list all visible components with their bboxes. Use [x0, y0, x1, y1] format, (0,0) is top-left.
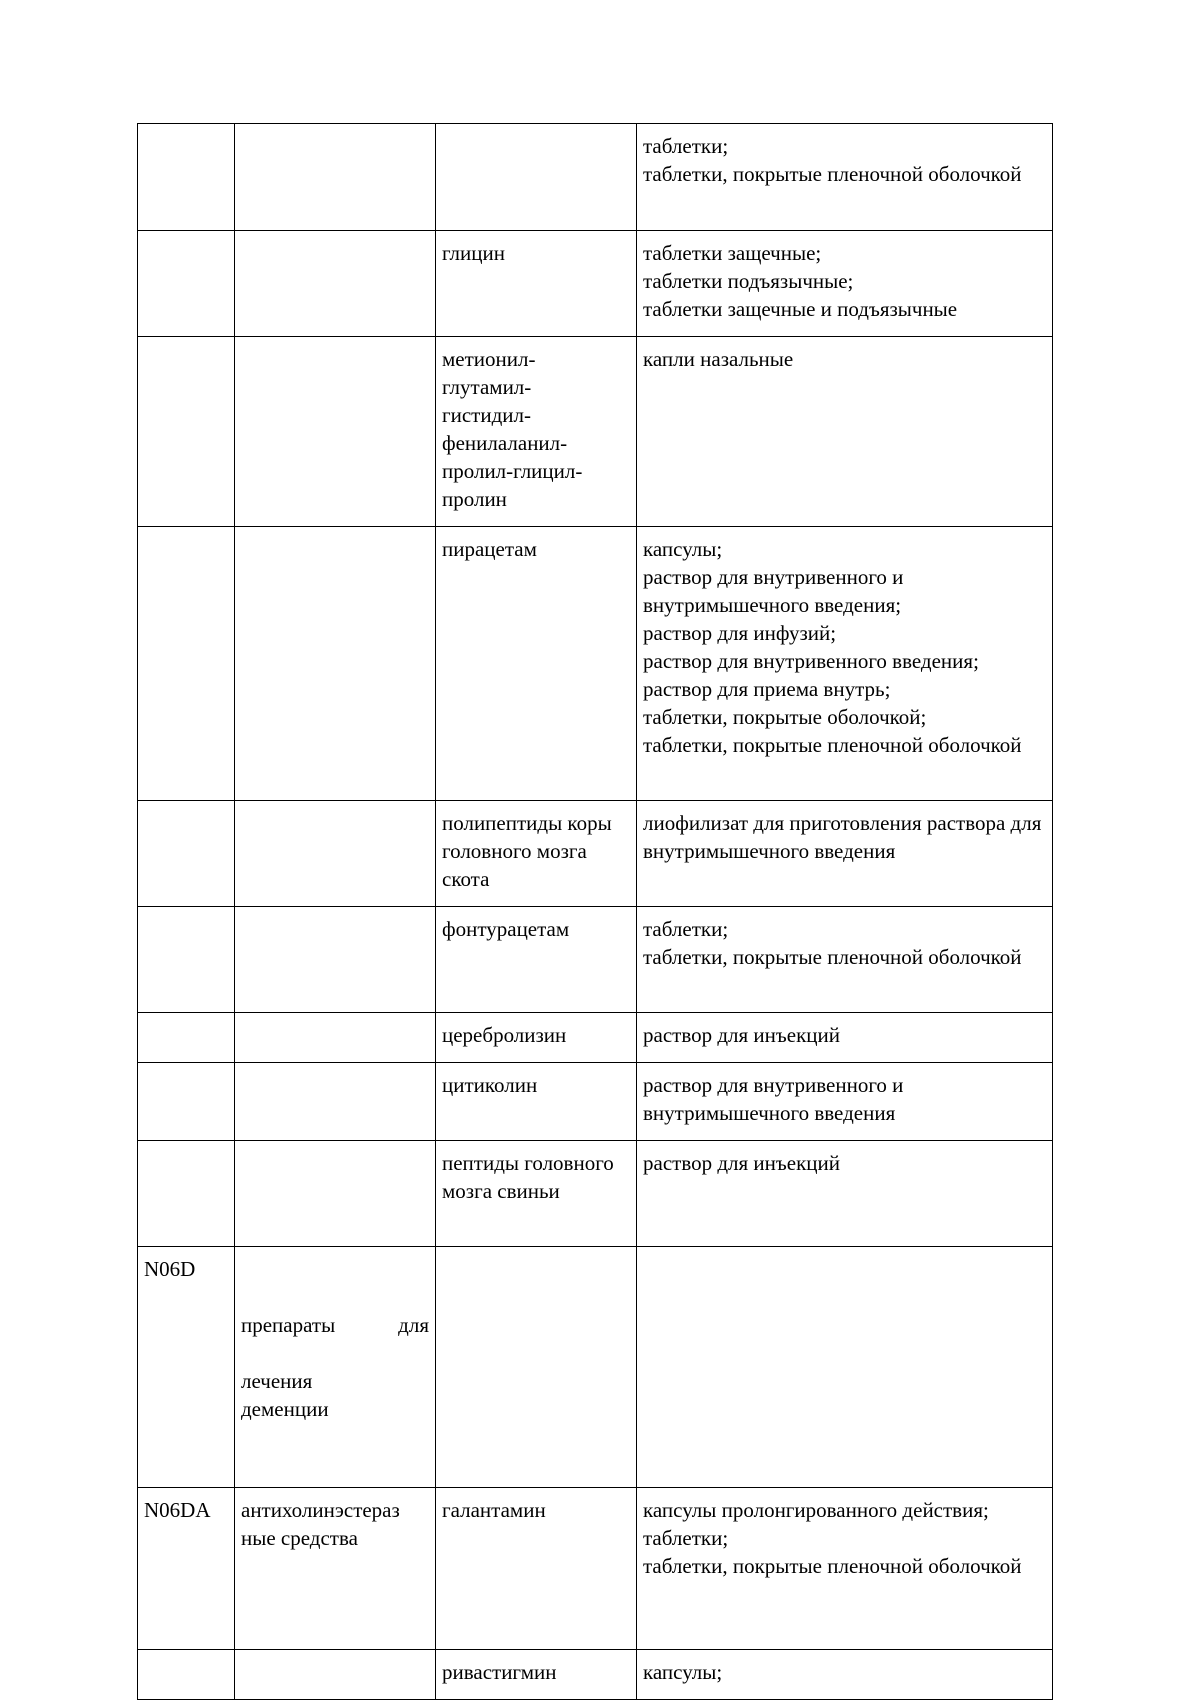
drug-name-cell: цитиколин — [436, 1063, 637, 1141]
group-cell — [235, 231, 436, 337]
group-name-first-line — [241, 1311, 429, 1339]
table-row — [138, 1488, 1053, 1650]
group-cell — [235, 1013, 436, 1063]
group-cell — [235, 527, 436, 801]
drug-name-cell: глицин — [436, 231, 637, 337]
group-name — [241, 1283, 429, 1451]
table-row — [138, 801, 1053, 907]
dosage-forms-cell: таблетки; таблетки, покрытые пленочной оболочкой — [637, 124, 1053, 231]
medication-table — [137, 123, 1053, 1700]
table-row — [138, 527, 1053, 801]
table-row — [138, 124, 1053, 231]
drug-name-cell — [436, 124, 637, 231]
drug-name-cell: церебролизин — [436, 1013, 637, 1063]
atc-code-cell — [138, 801, 235, 907]
table-row — [138, 1650, 1053, 1700]
group-name-rest: лечения деменции — [241, 1369, 329, 1421]
table-row — [138, 337, 1053, 527]
table-row — [138, 1247, 1053, 1488]
atc-code-cell — [138, 337, 235, 527]
atc-code-cell — [138, 1141, 235, 1247]
dosage-forms-cell: раствор для инъекций — [637, 1141, 1053, 1247]
dosage-forms-cell: капсулы; — [637, 1650, 1053, 1700]
atc-code-cell: N06D — [138, 1247, 235, 1488]
atc-code-cell — [138, 1650, 235, 1700]
table-row — [138, 231, 1053, 337]
group-cell — [235, 1650, 436, 1700]
group-cell — [235, 907, 436, 1013]
atc-code-cell — [138, 231, 235, 337]
drug-name-cell: ривастигмин — [436, 1650, 637, 1700]
group-cell — [235, 1247, 436, 1488]
atc-code-cell — [138, 1063, 235, 1141]
dosage-forms-cell: раствор для внутривенного и внутримышечного введения — [637, 1063, 1053, 1141]
group-cell — [235, 801, 436, 907]
table-row — [138, 907, 1053, 1013]
drug-name-cell: пирацетам — [436, 527, 637, 801]
drug-name-cell: полипептиды коры головного мозга скота — [436, 801, 637, 907]
drug-name-cell: галантамин — [436, 1488, 637, 1650]
dosage-forms-cell: капсулы; раствор для внутривенного и внутримышечного введения; раствор для инфузий; раствор для внутривенного введения; раствор для приема внутрь; таблетки, покрытые оболочкой; таблетки, покрытые пленочной оболочкой — [637, 527, 1053, 801]
atc-code-cell — [138, 527, 235, 801]
group-cell — [235, 1141, 436, 1247]
group-word: для — [398, 1313, 429, 1337]
dosage-forms-cell: раствор для инъекций — [637, 1013, 1053, 1063]
table-row — [138, 1141, 1053, 1247]
group-cell — [235, 1063, 436, 1141]
atc-code-cell — [138, 907, 235, 1013]
atc-code-cell — [138, 124, 235, 231]
drug-name-cell: метионил- глутамил- гистидил- фенилаланил- пролил-глицил- пролин — [436, 337, 637, 527]
drug-name-cell: пептиды головного мозга свиньи — [436, 1141, 637, 1247]
drug-name-cell — [436, 1247, 637, 1488]
table-row — [138, 1063, 1053, 1141]
group-cell — [235, 337, 436, 527]
dosage-forms-cell: лиофилизат для приготовления раствора для внутримышечного введения — [637, 801, 1053, 907]
dosage-forms-cell: капли назальные — [637, 337, 1053, 527]
dosage-forms-cell: таблетки защечные; таблетки подъязычные; таблетки защечные и подъязычные — [637, 231, 1053, 337]
drug-name-cell: фонтурацетам — [436, 907, 637, 1013]
table-row — [138, 1013, 1053, 1063]
group-word: препараты — [241, 1313, 336, 1337]
atc-code-cell — [138, 1013, 235, 1063]
group-cell — [235, 124, 436, 231]
dosage-forms-cell: таблетки; таблетки, покрытые пленочной оболочкой — [637, 907, 1053, 1013]
atc-code-cell: N06DA — [138, 1488, 235, 1650]
group-cell: антихолинэстераз ные средства — [235, 1488, 436, 1650]
dosage-forms-cell: капсулы пролонгированного действия; таблетки; таблетки, покрытые пленочной оболочкой — [637, 1488, 1053, 1650]
dosage-forms-cell — [637, 1247, 1053, 1488]
